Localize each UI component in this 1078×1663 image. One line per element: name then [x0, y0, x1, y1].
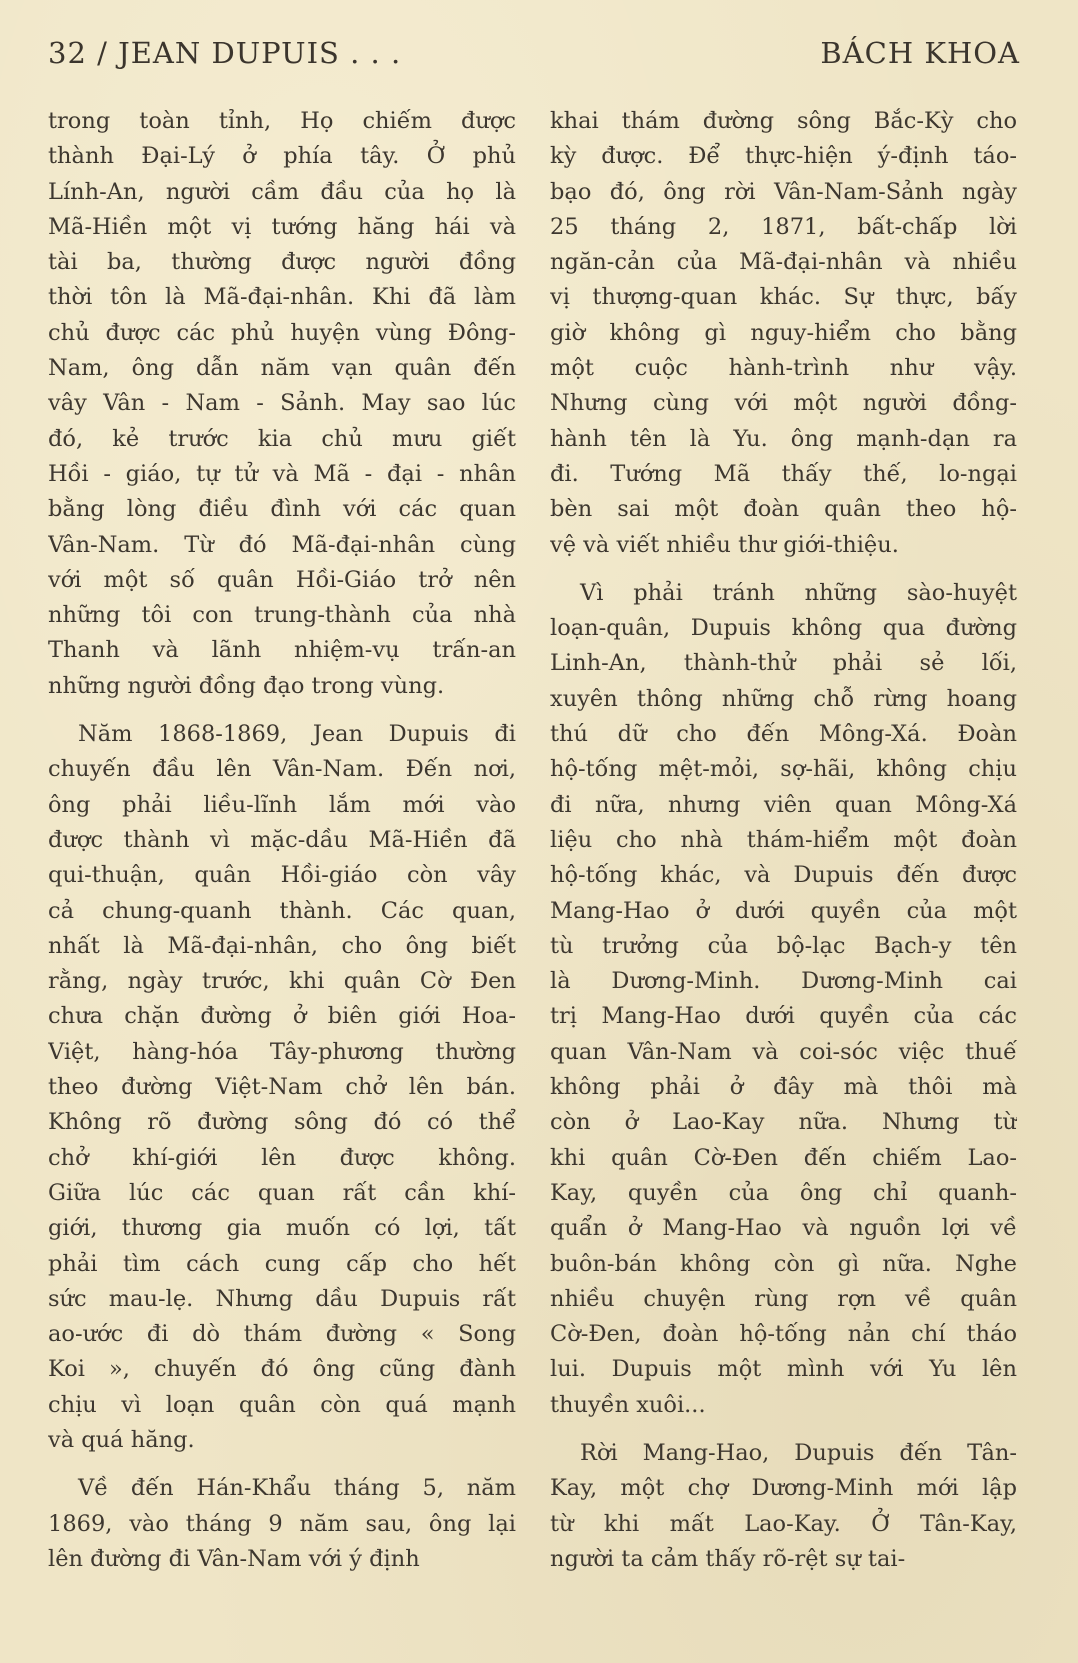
- text-line: Koi », chuyến đó ông cũng đành: [48, 1356, 516, 1383]
- text-line: ông phải liều-lĩnh lắm mới vào: [48, 791, 516, 818]
- text-line: Vì phải tránh những sào-huyệt: [580, 579, 1017, 606]
- text-line: còn ở Lao-Kay nữa. Nhưng từ: [550, 1109, 1017, 1136]
- text-line: phải tìm cách cung cấp cho hết: [48, 1250, 516, 1277]
- text-line: và quá hăng.: [48, 1426, 195, 1453]
- text-line: thuyền xuôi...: [550, 1391, 706, 1418]
- text-line: Rời Mang-Hao, Dupuis đến Tân-: [580, 1439, 1017, 1466]
- text-line: quẩn ở Mang-Hao và nguồn lợi về: [550, 1215, 1017, 1242]
- text-line: là Dương-Minh. Dương-Minh cai: [550, 968, 1017, 995]
- text-line: giới, thương gia muốn có lợi, tất: [48, 1215, 516, 1242]
- text-line: liệu cho nhà thám-hiểm một đoàn: [550, 826, 1017, 853]
- text-line: kỳ được. Để thực-hiện ý-định táo-: [550, 143, 1017, 170]
- text-line: Không rõ đường sông đó có thể: [48, 1109, 516, 1136]
- running-head-magazine: BÁCH KHOA: [820, 36, 1020, 70]
- text-line: hộ-tống mệt-mỏi, sợ-hãi, không chịu: [550, 756, 1017, 783]
- text-line: được thành vì mặc-dầu Mã-Hiền đã: [48, 826, 516, 853]
- text-line: trị Mang-Hao dưới quyền của các: [550, 1003, 1017, 1030]
- text-line: người ta cảm thấy rõ-rệt sự tai-: [550, 1545, 906, 1572]
- text-line: tù trưởng của bộ-lạc Bạch-y tên: [550, 932, 1017, 959]
- text-line: Cờ-Đen, đoàn hộ-tống nản chí tháo: [550, 1321, 1017, 1348]
- text-line: một cuộc hành-trình như vậy.: [550, 355, 1017, 382]
- text-line: Vân-Nam. Từ đó Mã-đại-nhân cùng: [48, 531, 516, 558]
- text-line: nhất là Mã-đại-nhân, cho ông biết: [48, 932, 516, 959]
- paragraph: [550, 1436, 1017, 1577]
- text-line: Về đến Hán-Khẩu tháng 5, năm: [78, 1475, 516, 1502]
- text-line: loạn-quân, Dupuis không qua đường: [550, 615, 1017, 642]
- paragraph: [550, 104, 1017, 563]
- text-line: từ khi mất Lao-Kay. Ở Tân-Kay,: [550, 1510, 1017, 1537]
- text-line: vây Vân - Nam - Sảnh. May sao lúc: [48, 390, 516, 417]
- text-line: cả chung-quanh thành. Các quan,: [48, 897, 516, 924]
- text-line: Giữa lúc các quan rất cần khí-: [48, 1179, 516, 1206]
- text-line: quan Vân-Nam và coi-sóc việc thuế: [550, 1038, 1017, 1065]
- text-line: thành Đại-Lý ở phía tây. Ở phủ: [48, 143, 516, 170]
- text-line: đó, kẻ trước kia chủ mưu giết: [48, 425, 516, 452]
- paragraph: [550, 576, 1017, 1423]
- text-line: lui. Dupuis một mình với Yu lên: [550, 1356, 1017, 1383]
- text-line: Năm 1868-1869, Jean Dupuis đi: [78, 721, 516, 748]
- paragraph: [48, 104, 516, 704]
- text-line: bạo đó, ông rời Vân-Nam-Sảnh ngày: [550, 178, 1017, 205]
- text-line: bèn sai một đoàn quân theo hộ-: [550, 496, 1017, 523]
- text-line: vệ và viết nhiều thư giới-thiệu.: [550, 531, 899, 558]
- text-line: giờ không gì nguy-hiểm cho bằng: [550, 319, 1017, 346]
- paragraph: [48, 1471, 516, 1577]
- text-line: với một số quân Hồi-Giáo trở nên: [48, 566, 516, 593]
- text-line: hộ-tống khác, và Dupuis đến được: [550, 862, 1017, 889]
- text-line: qui-thuận, quân Hồi-giáo còn vây: [48, 862, 516, 889]
- text-line: hành tên là Yu. ông mạnh-dạn ra: [550, 425, 1017, 452]
- running-head-title: 32 / JEAN DUPUIS . . .: [48, 36, 402, 70]
- text-line: sức mau-lẹ. Nhưng dầu Dupuis rất: [48, 1285, 516, 1312]
- text-line: Mang-Hao ở dưới quyền của một: [550, 897, 1017, 924]
- text-line: tài ba, thường được người đồng: [48, 249, 516, 276]
- text-column-right: [550, 104, 1017, 1590]
- text-line: Linh-An, thành-thử phải sẻ lối,: [550, 650, 1017, 677]
- text-line: ao-ước đi dò thám đường « Song: [48, 1321, 516, 1348]
- text-line: chủ được các phủ huyện vùng Đông-: [48, 319, 516, 346]
- text-line: Kay, quyền của ông chỉ quanh-: [550, 1179, 1017, 1206]
- text-line: Nhưng cùng với một người đồng-: [550, 390, 1017, 417]
- page-header: [48, 36, 1020, 76]
- text-line: những tôi con trung-thành của nhà: [48, 602, 516, 629]
- text-line: Nam, ông dẫn năm vạn quân đến: [48, 355, 516, 382]
- text-line: thú dữ cho đến Mông-Xá. Đoàn: [550, 721, 1017, 748]
- text-line: Mã-Hiền một vị tướng hăng hái và: [48, 213, 516, 240]
- text-line: chở khí-giới lên được không.: [48, 1144, 516, 1171]
- text-line: vị thượng-quan khác. Sự thực, bấy: [550, 284, 1017, 311]
- text-line: buôn-bán không còn gì nữa. Nghe: [550, 1250, 1017, 1277]
- text-line: đi nữa, nhưng viên quan Mông-Xá: [550, 791, 1017, 818]
- text-line: xuyên thông những chỗ rừng hoang: [550, 685, 1017, 712]
- text-line: Việt, hàng-hóa Tây-phương thường: [48, 1038, 516, 1065]
- text-line: Hồi - giáo, tự tử và Mã - đại - nhân: [48, 460, 516, 487]
- text-line: ngăn-cản của Mã-đại-nhân và nhiều: [550, 249, 1017, 276]
- text-line: rằng, ngày trước, khi quân Cờ Đen: [48, 968, 516, 995]
- text-line: không phải ở đây mà thôi mà: [550, 1074, 1017, 1101]
- text-line: chưa chặn đường ở biên giới Hoa-: [48, 1003, 516, 1030]
- text-line: Lính-An, người cầm đầu của họ là: [48, 178, 516, 205]
- text-line: chuyến đầu lên Vân-Nam. Đến nơi,: [48, 756, 516, 783]
- text-line: 1869, vào tháng 9 năm sau, ông lại: [48, 1510, 516, 1537]
- text-line: Kay, một chợ Dương-Minh mới lập: [550, 1475, 1017, 1502]
- text-line: nhiều chuyện rùng rợn về quân: [550, 1285, 1017, 1312]
- text-line: bằng lòng điều đình với các quan: [48, 496, 516, 523]
- text-line: trong toàn tỉnh, Họ chiếm được: [48, 108, 516, 134]
- text-line: Thanh và lãnh nhiệm-vụ trấn-an: [48, 637, 516, 664]
- text-line: đi. Tướng Mã thấy thế, lo-ngại: [550, 460, 1017, 487]
- text-line: lên đường đi Vân-Nam với ý định: [48, 1545, 420, 1572]
- text-line: những người đồng đạo trong vùng.: [48, 672, 445, 699]
- paragraph: [48, 717, 516, 1458]
- text-line: thời tôn là Mã-đại-nhân. Khi đã làm: [48, 284, 516, 311]
- text-line: theo đường Việt-Nam chở lên bán.: [48, 1074, 516, 1101]
- text-column-left: [48, 104, 516, 1590]
- text-line: khai thám đường sông Bắc-Kỳ cho: [550, 108, 1017, 134]
- text-line: 25 tháng 2, 1871, bất-chấp lời: [550, 213, 1017, 240]
- text-line: chịu vì loạn quân còn quá mạnh: [48, 1391, 516, 1418]
- text-line: khi quân Cờ-Đen đến chiếm Lao-: [550, 1144, 1017, 1171]
